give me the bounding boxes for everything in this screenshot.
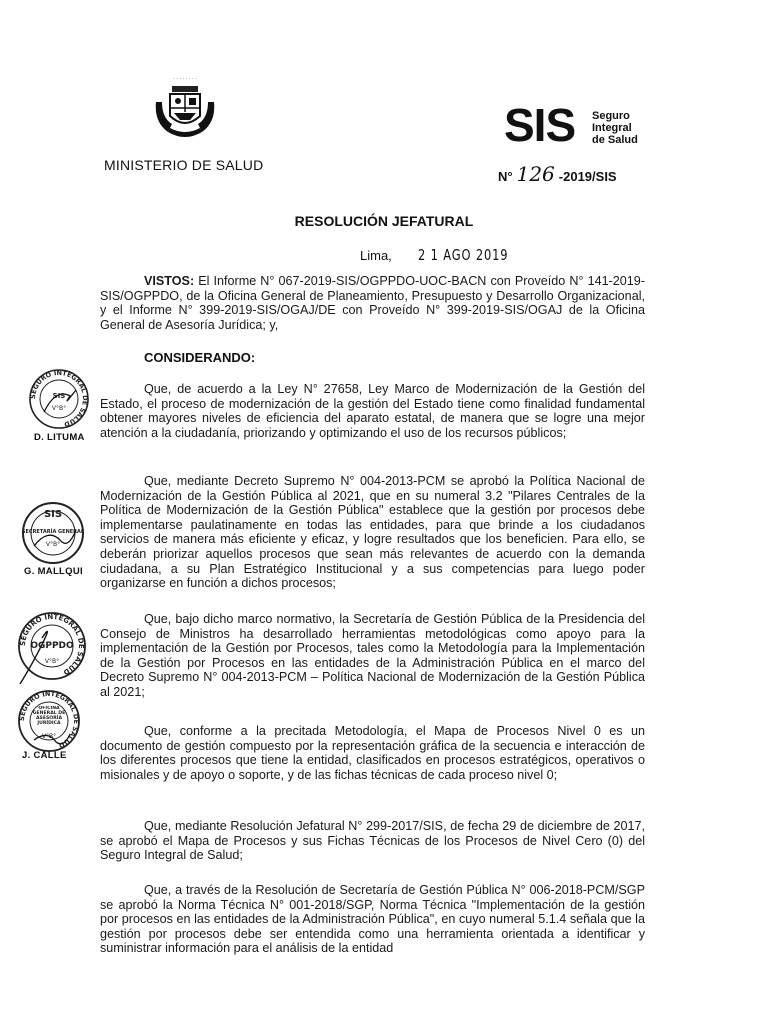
vistos-paragraph [100,274,645,332]
stamp-1-center: SIS [52,392,66,400]
stamp-4-vb: V°B° [41,733,57,740]
paragraph-6-text: Que, a través de la Resolución de Secretaría de Gestión Pública N° 006-2018-PCM/SGP se aprobó la Norma Técnica N° 001-2018/SGP, Norma Técnica "Implementación de la gestión por procesos en las entidades de la Administración Pública", en cuyo numeral 5.1.4 señala que la gestión por procesos debe ser entendida como una herramienta orientada a identificar y suministrar información para el análisis de la entidad [100,883,645,956]
document-title: RESOLUCIÓN JEFATURAL [294,213,474,229]
sis-logo-line2: Integral [592,122,632,134]
svg-text:· · · · · · · ·: · · · · · · · · [173,76,197,82]
vistos-label: VISTOS: [144,274,195,288]
number-suffix: -2019/SIS [558,169,617,184]
approval-stamp-4 [14,690,84,761]
number-prefix: N° [498,169,513,184]
stamp-2-name: G. MALLQUI [24,566,83,577]
stamp-3-vb: V°B° [44,658,60,665]
place: Lima, [360,248,392,263]
sis-logo-line3: de Salud [592,134,638,146]
approval-stamp-2 [20,500,86,577]
paragraph-2 [100,474,645,591]
stamp-3-ring-text: SEGURO INTEGRAL DE SALUD [18,612,86,677]
sis-logo-text [592,110,638,146]
paragraph-1 [100,382,645,440]
stamped-date: 2 1 AGO 2019 [417,246,509,264]
stamp-2-ring-text: SIS [43,509,63,520]
paragraph-4-text: Que, conforme a la precitada Metodología, el Mapa de Procesos Nivel 0 es un documento de gestión compuesto por la representación gráfica de la secuencia e interacción de los diferentes procesos que tiene la entidad, clasificados en procesos estratégicos, operativos o misionales y de apoyo o soporte, y de las fichas técnicas de cada proceso nivel 0; [100,724,645,782]
place-date [360,246,516,264]
stamp-4-ring-text: SEGURO INTEGRAL DE SALUD [17,690,81,750]
approval-stamp-3 [12,608,90,693]
paragraph-4 [100,724,645,782]
stamp-1-ring-text: SEGURO INTEGRAL DE SALUD [28,368,90,429]
stamp-4-name: J. CALLE [22,750,67,761]
vistos-text: El Informe N° 067-2019-SIS/OGPPDO-UOC-BACN con Proveído N° 141-2019-SIS/OGPPDO, de la Oficina General de Planeamiento, Presupuesto y Desarrollo Organizacional, y el Informe N° 399-2019-SIS/OGAJ/DE con Proveído N° 399-2019-SIS/OGAJ de la Oficina General de Asesoría Jurídica; y, [100,274,645,332]
paragraph-1-text: Que, de acuerdo a la Ley N° 27658, Ley Marco de Modernización de la Gestión del Estado, el proceso de modernización de la gestión del Estado tiene como finalidad fundamental obtener mayores niveles de eficiencia del aparato estatal, de manera que se logre una mejor atención a la ciudadanía, priorizando y optimizando el uso de los recursos públicos; [100,382,645,440]
stamp-1-name: D. LITUMA [34,432,85,443]
coat-of-arms-logo [150,72,220,144]
stamp-1-vb: V°B° [51,405,67,412]
paragraph-6 [100,883,645,956]
paragraph-3-text: Que, bajo dicho marco normativo, la Secretaría de Gestión Pública de la Presidencia del Consejo de Ministros ha desarrollado herramientas metodológicas como apoyo para la implementación de la Gestión por Procesos, tales como la Metodología para la Implementación de la Gestión por Procesos en las entidades de la Administración Pública en el marco del Decreto Supremo N° 004-2013-PCM – Política Nacional de Modernización de la Gestión Pública al 2021; [100,612,645,699]
stamp-2-vb: V°B° [45,541,61,548]
sis-logo-line1: Seguro [592,110,630,122]
resolution-number [498,162,617,186]
ministry-name: MINISTERIO DE SALUD [104,157,264,173]
approval-stamp-1 [26,368,92,443]
paragraph-3 [100,612,645,700]
paragraph-5 [100,819,645,863]
stamp-2-center: SECRETARÍA GENERAL [21,529,85,535]
paragraph-5-text: Que, mediante Resolución Jefatural N° 299-2017/SIS, de fecha 29 de diciembre de 2017, se aprobó el Mapa de Procesos y sus Fichas Técnicas de los Procesos de Nivel Cero (0) del Seguro Integral de Salud; [100,819,645,863]
stamp-3-center: OGPPDO [30,641,74,651]
considerando-heading: CONSIDERANDO: [144,350,256,365]
paragraph-2-text: Que, mediante Decreto Supremo N° 004-2013-PCM se aprobó la Política Nacional de Modernización de la Gestión Pública al 2021, que en su numeral 3.2 "Pilares Centrales de la Política de Modernización de la Gestión Pública" establece que la gestión por procesos debe implementarse paulatinamente en todas las entidades, para que brinde a los ciudadanos servicios de manera más eficiente y eficaz, y logre resultados que los beneficien. Para ello, se deberán priorizar aquellos procesos que sean más relevantes de acuerdo con la demanda ciudadana, a su Plan Estratégico Institucional y a sus competencias para luego poder organizarse en función a dichos procesos; [100,474,645,591]
handwritten-number: 126 [516,162,555,186]
sis-logo-mark: SIS [504,99,576,151]
sis-logo [504,99,654,152]
stamp-4-center: OFICINA GENERAL DE ASESORÍA JURÍDICA [32,706,66,726]
